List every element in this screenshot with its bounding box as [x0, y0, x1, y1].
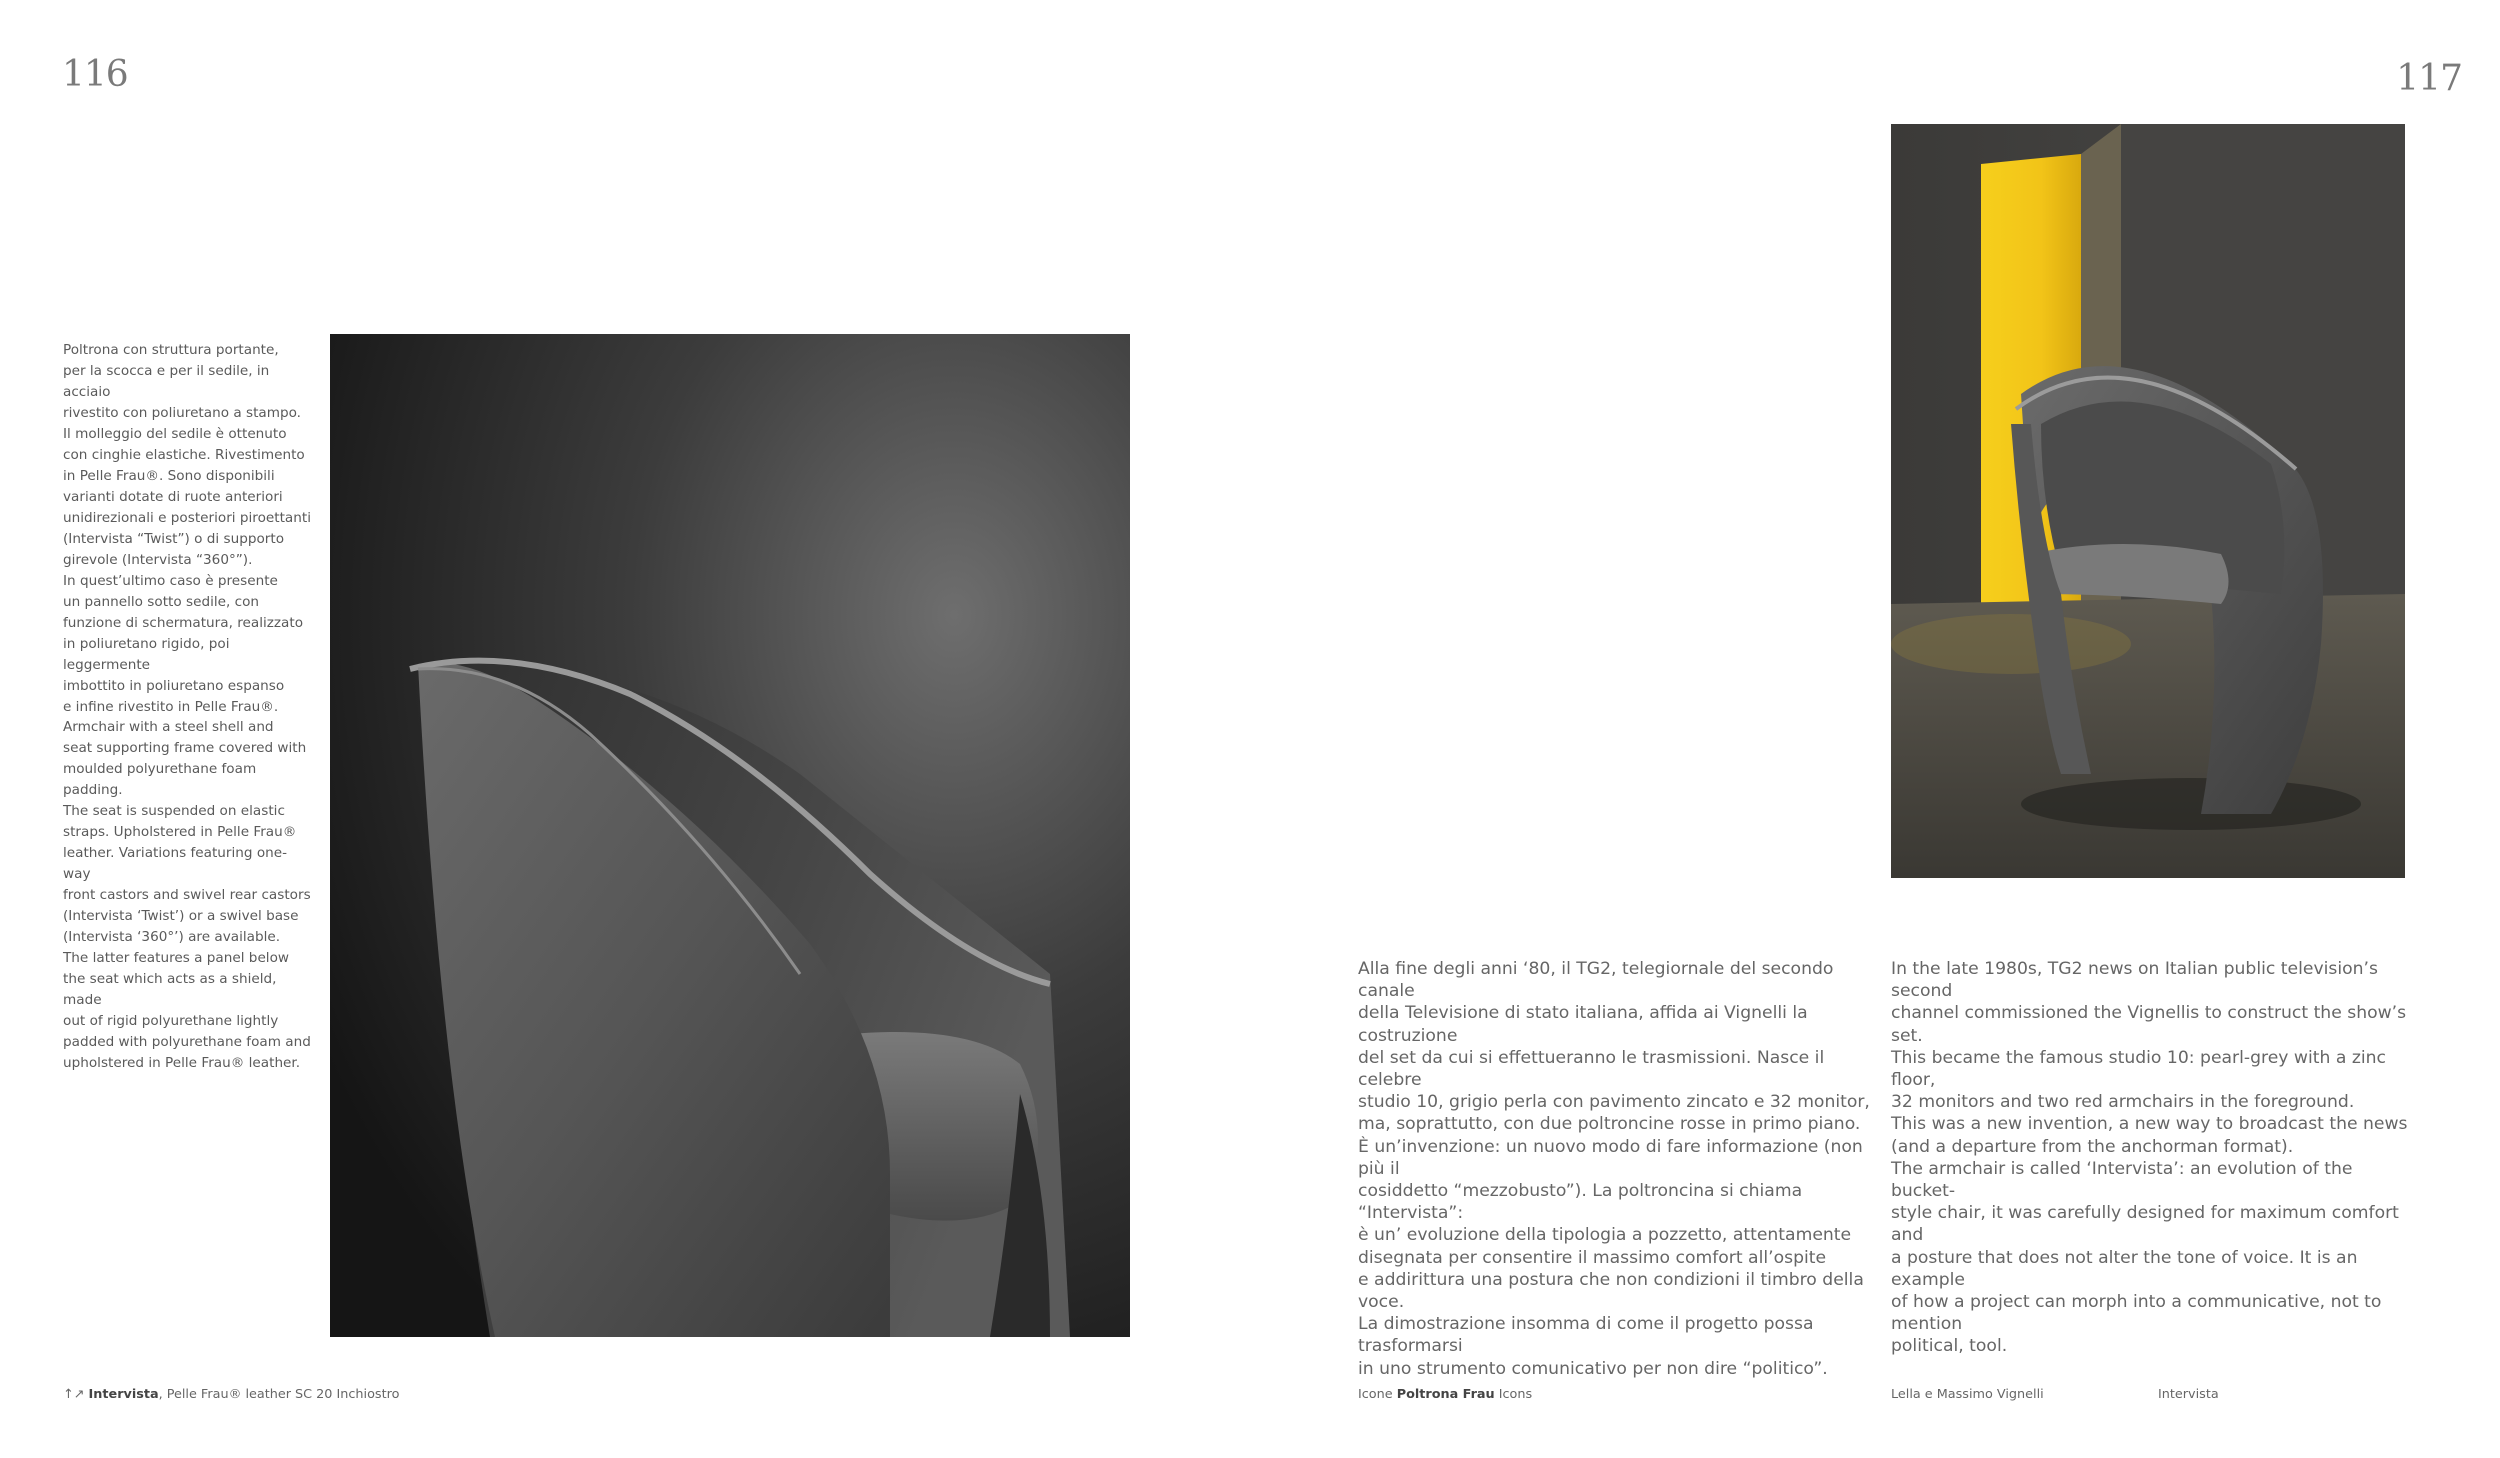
caption-italian-text: Poltrona con struttura portante, per la scocca e per il sedile, in acciaio rivestito con poliuretano a stampo. Il molleggio del sedile è ottenuto con cinghie elastiche. Rivestimento in Pelle Frau®. Sono disponibili varianti dotate di ruote anteriori unidirezionali e posteriori piroettanti (Intervista “Twist”) o di supporto girevole (Intervista “360°”). In quest’ultimo caso è presente un pannello sotto sedile, con funzione di schermatura, realizzato in poliuretano rigido, poi leggermente imbottito in poliuretano espanso e infine rivestito in Pelle Frau®.	[63, 342, 311, 715]
arrow-icons: ↑↗	[63, 1387, 85, 1402]
footer-product-name: Intervista	[88, 1387, 159, 1402]
body-text-italian	[1358, 958, 1888, 1380]
footer-section-brand: Poltrona Frau	[1396, 1387, 1495, 1402]
footer-title: Intervista	[2158, 1387, 2219, 1402]
caption-italian	[63, 340, 313, 718]
footer-product-detail: , Pelle Frau® leather SC 20 Inchiostro	[158, 1387, 400, 1402]
body-english-text: In the late 1980s, TG2 news on Italian public television’s second channel commissioned the Vignellis to construct the show’s set. This became the famous studio 10: pearl-grey with a zinc floor, 32 monitors and two red armchairs in the foreground. This was a new invention, a new way to broadcast the news (and a departure from the anchorman format). The armchair is called ‘Intervista’: an evolution of the bucket- style chair, it was carefully designed for maximum comfort and a posture that does not alter the tone of voice. It is an example of how a project can morph into a communicative, not to mention political, tool.	[1891, 959, 2408, 1357]
footer-section-suffix: Icons	[1494, 1387, 1533, 1402]
armchair-studio-photo	[1891, 124, 2405, 878]
caption-english-text: Armchair with a steel shell and seat supporting frame covered with moulded polyurethane foam padding. The seat is suspended on elastic straps. Upholstered in Pelle Frau® leather. Variations featuring one-way front castors and swivel rear castors (Intervista ‘Twist’) or a swivel base (Intervista ‘360°’) are available. The latter features a panel below the seat which acts as a shield, made out of rigid polyurethane lightly padded with polyurethane foam and upholstered in Pelle Frau® leather.	[63, 719, 311, 1071]
footer-product-credit	[63, 1387, 399, 1402]
footer-section	[1358, 1387, 1532, 1402]
body-italian-text: Alla fine degli anni ‘80, il TG2, telegiornale del secondo canale della Televisione di stato italiana, affida ai Vignelli la costruzione del set da cui si effettueranno le trasmissioni. Nasce il celebre studio 10, grigio perla con pavimento zincato e 32 monitor, ma, soprattutto, con due poltroncine rosse in primo piano. È un’invenzione: un nuovo modo di fare informazione (non più il cosiddetto “mezzobusto”). La poltroncina si chiama “Intervista”: è un’ evoluzione della tipologia a pozzetto, attentamente disegnata per consentire il massimo comfort all’ospite e addirittura una postura che non condizioni il timbro della voce. La dimostrazione insomma di come il progetto possa trasformarsi in uno strumento comunicativo per non dire “politico”.	[1358, 959, 1870, 1379]
armchair-closeup-photo	[330, 334, 1130, 1337]
caption-english	[63, 717, 313, 1074]
footer-section-prefix: Icone	[1358, 1387, 1397, 1402]
body-text-english	[1891, 958, 2421, 1358]
page-number-left: 116	[62, 54, 128, 95]
footer-designer: Lella e Massimo Vignelli	[1891, 1387, 2044, 1402]
page-number-right: 117	[2396, 58, 2462, 99]
